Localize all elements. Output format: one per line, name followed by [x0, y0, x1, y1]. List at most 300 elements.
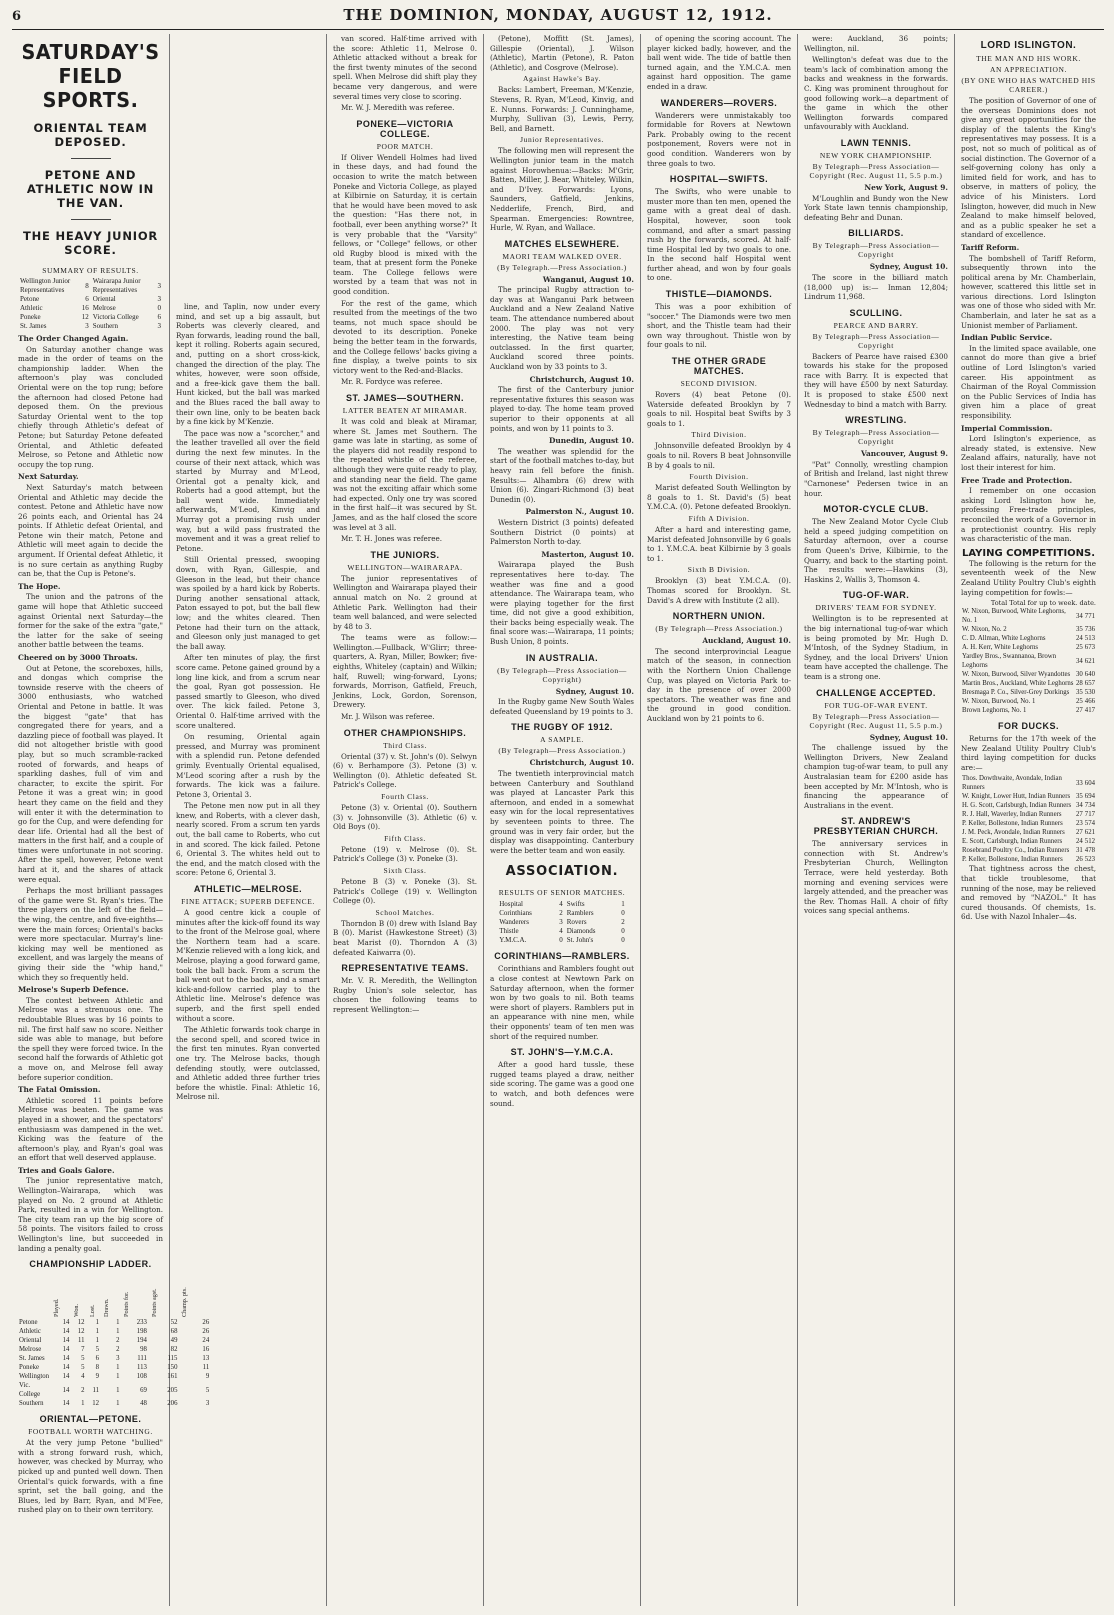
ladder-cell: 14: [62, 1373, 70, 1381]
table-cell: 604: [1084, 779, 1095, 787]
paragraph: For the rest of the game, which resulted from the meetings of the two teams, not much space should be devoted to its description. Poneke being the better team in the forwards, and the College fellows' backs giving a fine display, a twelve points to six victory went to the Red-and-Blacks.: [333, 298, 477, 375]
section-subtitle: NEW YORK CHAMPIONSHIP.: [819, 150, 933, 160]
table-cell: Athletic: [20, 304, 43, 312]
paragraph: Oriental (37) v. St. John's (0). Selwyn (6) v. Berhampore (3). Petone (3) v. Wellington (0). Athletic defeated St. Patrick's College.: [333, 751, 477, 790]
paragraph: (Petone), Moffitt (St. James), Gillespie (Oriental), J. Wilson (Athletic), Martin (Petone), R. Paton (Athletic), and Cosgrove (Melrose).: [490, 34, 634, 72]
class-heading: School Matches.: [375, 907, 435, 917]
table-cell: Thos. Dowthwaite, Avondale, Indian Runners: [962, 775, 1062, 792]
table-cell: 0: [621, 927, 625, 936]
table-cell: Poneke: [20, 313, 41, 321]
section-title: WANDERERS—ROVERS.: [660, 97, 778, 108]
result-row: [497, 918, 627, 927]
table-cell: 8: [85, 281, 89, 290]
table-cell: Swifts: [566, 900, 585, 909]
paragraph: Corinthians and Ramblers fought out a close contest at Newtown Park on Saturday afternoon, when the former won by two goals to nil. Both teams were short of players. Ramblers put in an appearance with nine men, while their opponents' team of ten men was short of the required number.: [490, 964, 634, 1041]
subhead: Cheered on by 3000 Throats.: [18, 653, 138, 662]
section-subtitle: POOR MATCH.: [376, 141, 434, 151]
class-heading: Against Hawke's Bay.: [522, 74, 602, 84]
ladder-cell: 5: [95, 1346, 100, 1354]
class-heading: Third Class.: [383, 740, 427, 750]
table-cell: 23: [1076, 820, 1083, 828]
table-cell: 530: [1084, 689, 1095, 697]
ladder-cell: 5: [205, 1386, 210, 1394]
table-cell: E. Scott, Carlsburgh, Indian Runners: [962, 838, 1063, 846]
table-cell: Thistle: [499, 927, 519, 936]
section-subtitle: MAORI TEAM WALKED OVER.: [502, 251, 622, 261]
result-row: [497, 927, 627, 936]
section-title: THE JUNIORS.: [370, 549, 440, 560]
table-cell: 6: [157, 313, 161, 321]
laying-row: [961, 706, 1096, 715]
table-cell: 2: [621, 918, 625, 927]
section-title: MOTOR-CYCLE CLUB.: [823, 504, 929, 515]
laying-table: [961, 607, 1096, 715]
paragraph: Brooklyn (3) beat Y.M.C.A. (0). Thomas scored for Brooklyn. St. David's A drew with Institute (2 all).: [647, 576, 791, 605]
table-cell: 513: [1084, 635, 1095, 643]
table-cell: A. H. Kerr, White Leghorns: [962, 644, 1039, 652]
ladder-cell: 1: [81, 1400, 85, 1408]
class-heading: Fifth A Division.: [688, 513, 750, 523]
paragraph: Wairarapa played the Bush representatives here to-day. The weather was fine and a good attendance. The Wairarapa team, who were playing together for the first time, did not give a good exhibition, their backs being especially weak. The final score was:—Wairarapa, 11 points; Bush Union, 8 points.: [490, 560, 634, 647]
table-cell: W. Nixon, No. 2: [962, 626, 1007, 634]
section-title: TUG-OF-WAR.: [842, 590, 910, 601]
paragraph: If Oliver Wendell Holmes had lived in these days, and had found the occasion to write the match between Poneke and Victoria College, as played at Kilbirnie on Saturday, it is certain that he would have been moved to ask the question: "Has there not, in football, ever been anything worse?" It is very probable that the "Varsity" fellows, or "College" fellows, or other old Rugby blood is mixed with the team, that at present form the Poneke team. The College fellows were worsted by a team that was not in good condition.: [333, 152, 477, 297]
table-cell: R. J. Hall, Waverley, Indian Runners: [962, 811, 1062, 819]
table-cell: Brown Leghorns, No. 1: [962, 707, 1027, 715]
summary-row: [18, 322, 163, 331]
ladder-cell: Southern: [19, 1400, 44, 1408]
table-cell: W. Nixon, Burwood, Silver Wyandottes: [962, 671, 1071, 679]
ducks-table: [961, 774, 1096, 864]
ladder-cell: 7: [81, 1346, 85, 1354]
section-subtitle: RESULTS OF SENIOR MATCHES.: [498, 888, 626, 898]
ladder-cell: Oriental: [19, 1337, 42, 1345]
table-cell: Diamonds: [566, 927, 596, 936]
ladder-cell: 194: [136, 1337, 147, 1345]
duck-row: [961, 855, 1096, 864]
dateline: Sydney, August 10.: [869, 732, 948, 742]
table-cell: P. Keller, Bollestone, Indian Runners: [962, 856, 1063, 864]
ladder-cell: 233: [136, 1319, 147, 1327]
ladder-cell: 198: [136, 1328, 147, 1336]
section-title: OTHER CHAMPIONSHIPS.: [343, 727, 467, 738]
paragraph: The challenge issued by the Wellington Drivers, New Zealand champion tug-of-war team, to pull any Australasian team for £200 aside has been accepted by Mr. M'Intosh, who is financing the appearance of Australians in the event.: [804, 743, 948, 810]
section-title: MATCHES ELSEWHERE.: [504, 238, 620, 249]
paragraph: Backers of Pearce have raised £300 towards his stake for the proposed race with Barry. It is expected that they will have £500 by next Saturday. It is proposed to stake £500 next Wednesday to bind a match with Barry.: [804, 351, 948, 409]
table-cell: Southern: [92, 322, 119, 330]
ladder-column-header: Lost.: [88, 1304, 96, 1318]
section-title: CORINTHIANS—RAMBLERS.: [494, 951, 630, 962]
table-cell: 466: [1084, 698, 1095, 706]
table-cell: Rovers: [566, 918, 587, 927]
section-title: THE RUGBY OF 1912.: [511, 722, 613, 733]
byline: (By Telegraph.—Press Association.): [497, 262, 627, 272]
ladder-cell: 1: [95, 1337, 100, 1345]
ladder-cell: Poneke: [19, 1364, 40, 1372]
ladder-cell: 98: [140, 1346, 147, 1354]
table-cell: 478: [1084, 847, 1095, 855]
column-1: [12, 34, 210, 1606]
paragraph: M'Loughlin and Bundy won the New York State lawn tennis championship, defeating Behr and Dunan.: [804, 193, 948, 222]
section-title: ORIENTAL—PETONE.: [39, 1414, 142, 1425]
table-cell: 25: [1076, 644, 1083, 652]
paragraph: The first of the Canterbury junior representative fixtures this season was played to-day. The home team proved superior to their opponents at all points, and won by 11 points to 3.: [490, 385, 634, 433]
ladder-cell: Melrose: [19, 1346, 42, 1354]
ladder-cell: 1: [116, 1373, 120, 1381]
paragraph: van scored. Half-time arrived with the score: Athletic 11, Melrose 0. Athletic attacked without a break for the first twenty minutes of the second spell. When Melrose did shift play they became very dangerous, and were several times very close to scoring.: [333, 34, 477, 101]
ladder-cell: 49: [170, 1337, 178, 1345]
table-cell: 0: [157, 304, 161, 312]
paragraph: Perhaps the most brilliant passages of the game were St. Ryan's tries. The three players on the left of the field—the wing, the centre, and five-eighths—were the main forces; Oriental's backs were more spectacular. Murray's line-kicking may well be mentioned as excellent, and was largely the means of giving their side the "whip hand," which they so frequently held.: [18, 886, 163, 982]
subhead: Imperial Commission.: [961, 423, 1053, 433]
section-title: HOSPITAL—SWIFTS.: [669, 174, 769, 185]
paragraph: At the very jump Petone "bullied" with a strong forward rush, which, however, was checked by Murray, who picked up and punted well down. Then Oriental's quick forwards, with a fine sprint, set the ball going, and the Blues, led by Barr, Ryan, and M'Fee, rushed play on to their own territory.: [18, 1438, 163, 1515]
duck-row: [961, 819, 1096, 828]
ladder-cell: 14: [62, 1386, 70, 1394]
paragraph: Johnsonville defeated Brooklyn by 4 goals to nil. Rovers B beat Johnsonville B by 4 goals to nil.: [647, 441, 791, 470]
table-header: Total Total for up to week. date.: [990, 599, 1096, 608]
table-cell: 734: [1084, 802, 1095, 810]
ladder-column-header: Played.: [53, 1298, 61, 1318]
class-heading: Sixth Class.: [383, 865, 427, 875]
table-cell: 621: [1084, 829, 1095, 837]
section-title: ATHLETIC—MELROSE.: [193, 884, 303, 895]
class-heading: SECOND DIVISION.: [680, 379, 758, 389]
duck-row: [961, 828, 1096, 837]
ladder-cell: 8: [95, 1364, 100, 1372]
table-cell: Oriental: [92, 295, 116, 303]
table-cell: 26: [1076, 856, 1083, 864]
section-title: ST. JAMES—SOUTHERN.: [345, 393, 464, 403]
table-cell: 27: [1076, 811, 1083, 819]
table-cell: Ramblers: [566, 909, 594, 918]
ladder-cell: 1: [116, 1364, 120, 1372]
result-row: [497, 909, 627, 918]
paragraph: The Petone men now put in all they knew, and Roberts, with a clever dash, nearly scored. From a scrum ten yards out, the ball came to Roberts, who cut in and scored. The kick failed. Petone 6, Oriental 3. The whites held out to the end, and the match closed with the score: Petone 6, Oriental 3.: [176, 801, 320, 878]
paragraph: The position of Governor of one of the overseas Dominions does not give any great opportunities for the display of the talents the King's representatives may possess. It is a post, not so much of political as of social distinction. The Governor of a self-governing colony has only a limited field for work, and has to observe, in matters of policy, the advice of his Ministers. Lord Islington, however, did much in New Zealand to make himself beloved, and as a public speaker he set a standard of excellence.: [961, 96, 1096, 240]
section-subtitle: DRIVERS' TEAM FOR SYDNEY.: [815, 603, 937, 613]
ladder-cell: 3: [116, 1355, 120, 1363]
ladder-cell: 1: [116, 1328, 120, 1336]
table-cell: 640: [1084, 671, 1095, 679]
section-title: CHALLENGE ACCEPTED.: [816, 687, 936, 698]
table-cell: Wairarapa Junior Representatives: [92, 277, 141, 294]
newspaper-title: THE DOMINION, MONDAY, AUGUST 12, 1912.: [343, 6, 773, 24]
subhead: The Hope.: [18, 581, 61, 591]
table-cell: 0: [621, 936, 625, 945]
ladder-cell: 14: [62, 1364, 70, 1372]
column-3: [327, 34, 484, 1606]
paragraph: The weather was splendid for the start of the football matches to-day, but heavy rain fell before the finish. Results:— Alhambra (6) drew with Union (6). Zingari-Richmond (3) beat Dunedin (0).: [490, 446, 634, 504]
paragraph: The Swifts, who were unable to muster more than ten men, opened the game with a great deal of dash. Hospital, however, soon took command, and after a smart passing rush by the forwards, scored. At half-time Hospital led by two goals to one. In the second half Hospital went further ahead, and won by four goals to one.: [647, 187, 791, 283]
section-subtitle: PEARCE AND BARRY.: [833, 320, 919, 330]
table-cell: W. Nixon, Burwood, White Leghorns, No. 1: [962, 608, 1066, 625]
table-cell: 16: [81, 304, 89, 312]
table-cell: 35: [1076, 626, 1083, 634]
section-title: NORTHERN UNION.: [672, 611, 766, 622]
paragraph: Mr. V. R. Meredith, the Wellington Rugby Union's sole selector, has chosen the following teams to represent Wellington:—: [333, 976, 477, 1014]
summary-row: [18, 313, 163, 322]
table-cell: Hospital: [499, 900, 523, 909]
subhead: Free Trade and Protection.: [961, 475, 1073, 485]
section-title: FOR DUCKS.: [998, 721, 1059, 732]
table-cell: 34: [1076, 802, 1083, 810]
paragraph: Wellington's defeat was due to the team's lack of combination among the backs and weakness in the forwards. C. King was prominent throughout for good following work—a department of the game in which the other Wellington forwards compared unfavourably with Auckland.: [804, 55, 948, 132]
paragraph: The junior representatives of Wellington and Wairarapa played their annual match on No. 2 ground at Athletic Park. Wellington had their team well balanced, and were selected by 48 to 3.: [333, 573, 477, 631]
paragraph: Out at Petone, the scoreboxes, hills, and dongas which comprise the townside reserve with the cheers of 3000 enthusiasts, who watched Oriental and Petone in battle. It was the biggest "gate" that has congregated there for years, and a dazzling piece of football was played. It did not altogether bristle with good play, but so much scramble-racked rooted of forwards, and heaps of sparkling dashes, full of vim and character, to excite the spirit. For Petone it was a great win; in good heart they came on the field and they will enter it with the determination to go for the Cup, and were defending for dear life. Oriental had all the best of matters in the first half, and a couple of times were unfortunate in not scoring. After the spell, however, Petone went hard at it, and the shares of attack were equal.: [18, 663, 163, 884]
table-cell: 33: [1076, 779, 1083, 787]
dateline: Christchurch, August 10.: [529, 758, 634, 768]
class-heading: Junior Representatives.: [520, 135, 604, 145]
table-cell: Wellington Junior Representatives: [20, 277, 71, 294]
table-cell: W. Nixon, Burwood, No. 1: [962, 698, 1036, 706]
column-7: [955, 34, 1102, 1606]
paragraph: Thorndon B (0) drew with Island Bay B (0). Marist (Hawkestone Street) (3) beat Marist (0). Thorndon A (3) defeated Kaiwarra (0).: [333, 918, 477, 957]
paragraph: Wellington is to be represented at the big international tug-of-war which is being promoted by Mr. Hugh D. M'Intosh, of the Sydney Stadium, in Sydney, and the local Drivers' Union team have accepted the challenge. The team is a strong one.: [804, 614, 948, 681]
paragraph: After ten minutes of play, the first score came. Petone gained ground by a long line kick, and from a scrum near the goal, Ryan got possession. He passed smartly to Gleeson, who dived over. The kick failed. Petone 3, Oriental 0. Half-time arrived with the score unaltered.: [176, 653, 320, 730]
duck-row: [961, 846, 1096, 855]
paragraph: The contest between Athletic and Melrose was a strenuous one. The redoubtable Blues was by 16 points to nil. The first half saw no score. Neither side was able to manage, but before the spell they were forced twice. In the second half the forwards of Athletic got a move on, and Melrose fell away before superior condition.: [18, 995, 163, 1082]
paragraph: I remember on one occasion asking Lord Islington how he, professing Free-trade principles, reconciled the work of a Governor in a protectionist country. His reply was characteristic of the man.: [961, 486, 1096, 544]
paragraph: It was cold and bleak at Miramar, where St. James met Southern. The game was late in starting, as some of the players did not readily respond to the repeated whistle of the referee, although they were quite ready to play, and standing near the field. The game was not the exciting affair which some had expected. Only one try was scored in the first half—it was secured by St. James, and as the half closed the score was level at 3 all.: [333, 417, 477, 532]
ladder-cell: 6: [95, 1355, 100, 1363]
paragraph: The twentieth interprovincial match between Canterbury and Southland was played at Lancaster Park this afternoon, and ended in a somewhat easy win for the local representatives by seventeen points to three. The ground was in very fair order, but the display was disappointing. Canterbury were the better team and won easily.: [490, 769, 634, 855]
table-cell: 771: [1084, 612, 1095, 620]
table-cell: 0: [559, 936, 563, 945]
table-cell: 621: [1084, 657, 1095, 665]
duck-row: [961, 792, 1096, 801]
association-results: [497, 900, 627, 945]
table-cell: Wanderers: [499, 918, 529, 927]
ladder-cell: 16: [202, 1346, 210, 1354]
ladder-cell: 113: [136, 1364, 147, 1372]
byline: (By Telegraph—Press Association.): [498, 746, 626, 756]
subhead: The Order Changed Again.: [18, 334, 129, 343]
column-5: [641, 34, 798, 1606]
ladder-cell: 205: [167, 1386, 178, 1394]
class-heading: Third Division.: [691, 430, 747, 440]
ladder-cell: 14: [62, 1328, 70, 1336]
table-cell: W. Knight, Lower Hutt, Indian Runners: [962, 793, 1071, 801]
paragraph: The second interprovincial League match of the season, in connection with the Northern Union Challenge Cup, was played on Victoria Park to-day in the presence of over 2000 spectators. The weather was fine and the ground in good condition. Auckland won by 21 points to 6.: [647, 646, 791, 723]
ladder-cell: 206: [167, 1400, 178, 1408]
paragraph: Western District (3 points) defeated Southern District (0 points) at Palmerston North to-day.: [490, 517, 634, 547]
ladder-cell: 11: [202, 1364, 210, 1372]
section-subtitle: FINE ATTACK; SUPERB DEFENCE.: [181, 897, 315, 907]
paragraph: Mr. R. Fordyce was referee.: [341, 377, 443, 387]
ladder-cell: 14: [62, 1346, 70, 1354]
subhead: Tariff Reform.: [961, 242, 1020, 252]
byline: By Telegraph—Press Association—Copyright (Rec. August 11, 5.5 p.m.): [809, 711, 943, 730]
ladder-cell: 12: [77, 1328, 85, 1336]
ladder-cell: 1: [116, 1400, 120, 1408]
ladder-cell: 26: [202, 1328, 210, 1336]
laying-row: [961, 643, 1096, 652]
paragraph: The anniversary services in connection with St. Andrew's Presbyterian Church, Wellington Terrace, were held yesterday. Both morning and evening services were largely attended, and the preacher was the Rev. Thomas Hall. A choir of fifty voices sang special anthems.: [804, 839, 948, 916]
byline: (By Telegraph—Press Association—Copyright): [497, 665, 627, 684]
table-cell: 717: [1084, 811, 1095, 819]
laying-row: [961, 652, 1096, 670]
column-6: [798, 34, 955, 1606]
paragraph: The score in the billiard match (18,000 up) is:— Inman 12,804; Lindrum 11,968.: [804, 272, 948, 302]
dateline: Vancouver, August 9.: [860, 449, 948, 459]
paragraph: Petone (19) v. Melrose (0). St. Patrick's College (3) v. Poneke (3).: [333, 844, 477, 864]
ladder-cell: 68: [170, 1328, 178, 1336]
class-heading: Fourth Class.: [381, 792, 429, 801]
laying-row: [961, 634, 1096, 643]
class-heading: Fifth Class.: [384, 833, 426, 843]
table-cell: 35: [1076, 689, 1083, 697]
paragraph: The pace was now a "scorcher," and the leather travelled all over the field during the next few minutes. In the course of their next attack, which was started by Murray and M'Leod, Oriental got a penalty kick, and Roberts had a good attempt, but the ball went wide. Immediately afterwards, M'Leod, Kinvig and Murray got a promising rush under way, but a wild pass frustrated the movement and it was a great relief to Petone.: [176, 428, 320, 553]
main-headline: SATURDAY'S FIELD SPORTS.: [21, 40, 160, 112]
table-cell: 3: [157, 295, 161, 303]
section-subtitle: A SAMPLE.: [540, 735, 584, 745]
ladder-cell: 115: [167, 1355, 178, 1363]
ladder-cell: Vic. College: [19, 1382, 41, 1399]
ladder-cell: 5: [81, 1364, 85, 1372]
table-cell: Yardley Bros., Swannanoa, Brown Leghorns: [962, 653, 1057, 670]
ladder-cell: 12: [77, 1319, 85, 1327]
table-cell: 3: [559, 918, 563, 927]
section-title: IN AUSTRALIA.: [525, 652, 599, 663]
table-cell: 34: [1076, 657, 1083, 665]
table-cell: St. James: [20, 322, 47, 330]
result-row: [497, 900, 627, 909]
ladder-cell: 2: [116, 1337, 120, 1345]
dateline: Christchurch, August 10.: [529, 374, 634, 384]
summary-table: [18, 277, 163, 331]
paragraph: Rovers (4) beat Petone (0). Waterside defeated Brooklyn by 7 goals to nil. Hospital beat Swifts by 3 goals to 1.: [647, 390, 791, 428]
byline: By Telegraph—Press Association—Copyright (Rec. August 11, 5.5 p.m.): [809, 161, 943, 180]
paragraph: The following is the return for the seventeenth week of the New Zealand Utility Poultry Club's eighth laying competition for fowls:—: [961, 558, 1096, 597]
section-title: PONEKE—VICTORIA COLLEGE.: [356, 118, 454, 139]
paragraph: This was a poor exhibition of "soccer." The Diamonds were two men short, and the Thistle team had their own way throughout. Thistle won by four goals to nil.: [647, 302, 791, 350]
ladder-cell: 2: [116, 1346, 120, 1354]
ladder-title: CHAMPIONSHIP LADDER.: [29, 1259, 152, 1270]
byline: By Telegraph—Press Association—Copyright: [812, 331, 940, 350]
section-subtitle: AN APPRECIATION.: [989, 65, 1068, 74]
paragraph: Backs: Lambert, Freeman, M'Kenzie, Stevens, R. Ryan, M'Leod, Kinvig, and E. Nunns. Forwards: J. Cunninghame, Murphy, Sullivan (3), Lewis, Perry, Bell, and Barnett.: [490, 85, 634, 133]
paragraph: Next Saturday's match between Oriental and Athletic may decide the contest. Petone and Athletic have now 26 points each, and Oriental has 24 points. If Athletic defeat Oriental, and Petone win their match, Petone and Athletic will meet again to decide the argument. If Oriental defeat Athletic, it is no sure certain as anything Rugby can be, that the Cup is Petone's.: [18, 482, 163, 579]
ladder-cell: St. James: [19, 1355, 45, 1363]
section-title: LAWN TENNIS.: [840, 137, 912, 148]
ladder-cell: 11: [77, 1337, 85, 1345]
table-cell: 27: [1076, 829, 1083, 837]
paragraph: Marist defeated South Wellington by 8 goals to 1. St. David's (5) beat Y.M.C.A. (0). Petone defeated Brooklyn.: [647, 483, 792, 512]
section-subtitle: FOR TUG-OF-WAR EVENT.: [824, 700, 928, 710]
table-cell: 694: [1084, 793, 1095, 801]
table-cell: 3: [157, 281, 161, 290]
table-cell: Bresmaga P. Co., Silver-Grey Dorkings: [962, 689, 1070, 697]
ladder-cell: 24: [202, 1337, 210, 1345]
table-cell: 523: [1084, 856, 1095, 864]
table-cell: 24: [1076, 838, 1083, 846]
paragraph: On resuming, Oriental again pressed, and Murray was prominent with a splendid run. Petone defended grimly. Eventually Oriental equalised, M'Leod scoring after a rush by the forwards. The kick was a failure. Petone 3, Oriental 3.: [176, 732, 320, 799]
ladder-cell: 9: [95, 1373, 100, 1381]
ladder-column-header: Points for.: [123, 1291, 131, 1318]
subhead: Tries and Goals Galore.: [18, 1165, 115, 1175]
subheadline-3: THE HEAVY JUNIOR SCORE.: [22, 229, 159, 257]
ladder-cell: 4: [81, 1373, 85, 1381]
ladder-cell: 9: [205, 1373, 210, 1381]
table-cell: Melrose: [92, 304, 116, 312]
ladder-cell: 1: [95, 1319, 100, 1327]
paragraph: The following men will represent the Wellington junior team in the match against Horowhenua:—Backs: M'Grir, Batten, Miller, J. Bear, Whiteley, Wilkin, and D'Ivey. Forwards: Lyons, Saunders, Gatfield, Jenkins, Nedderlife, French, Bird, and Spearman. Emergencies: Rowntree, Hurle, W. Ryan, and Wallace.: [490, 146, 634, 233]
table-cell: 1: [621, 900, 625, 909]
table-cell: St. John's: [566, 936, 594, 945]
table-cell: 574: [1084, 820, 1095, 828]
table-cell: 417: [1084, 707, 1095, 715]
summary-title: SUMMARY OF RESULTS.: [42, 266, 139, 275]
ladder-cell: 1: [116, 1386, 120, 1394]
dateline: Palmerston N., August 10.: [525, 507, 634, 517]
section-subtitle: WELLINGTON—WAIRARAPA.: [347, 562, 463, 572]
duck-row: [961, 801, 1096, 810]
ladder-cell: 2: [81, 1386, 85, 1394]
paragraph: The teams were as follow:— Wellington.—Fullback, W'Glirr; three-quarters, A. Ryan, Miller, Bowker; five-eighths, Whiteley (captain) and Wilkin; half, Ruwell; wing-forward, Lyons; forwards, Morrison, Gatfield, Freuch, Jenkins, Lock, Gordon, Sorenson, Drewery.: [333, 633, 477, 710]
laying-row: [961, 688, 1096, 697]
summary-row: [18, 295, 163, 304]
ladder-cell: 161: [167, 1373, 178, 1381]
laying-competitions-title: LAYING COMPETITIONS.: [961, 547, 1096, 559]
ladder-cell: 12: [92, 1400, 100, 1408]
ladder-cell: 1: [95, 1328, 100, 1336]
paragraph: Returns for the 17th week of the New Zealand Utility Poultry Club's third laying competition for ducks are:—: [961, 734, 1096, 772]
paragraph: The New Zealand Motor Cycle Club held a speed judging competition on Saturday afternoon, over a course from Queen's Drive, Kilbirnie, to the Quarry, and back to the starting point. The results were:—Hawkins (3), Haskins 2, Wallis 3, Thomson 4.: [804, 517, 948, 584]
ladder-column-header: Drawn.: [103, 1298, 111, 1318]
duck-row: [961, 774, 1096, 792]
section-title: THE OTHER GRADE MATCHES.: [671, 356, 767, 377]
table-cell: 3: [157, 322, 161, 330]
section-title: LORD ISLINGTON.: [980, 40, 1077, 51]
ladder-cell: 150: [167, 1364, 178, 1372]
laying-row: [961, 697, 1096, 706]
table-cell: H. G. Scott, Carlsburgh, Indian Runners: [962, 802, 1072, 810]
table-cell: 27: [1076, 707, 1083, 715]
table-cell: Y.M.C.A.: [499, 936, 527, 945]
paragraph: Mr. J. Wilson was referee.: [341, 712, 435, 722]
table-cell: Victoria College: [92, 313, 139, 321]
table-cell: 12: [81, 313, 89, 321]
table-cell: 512: [1084, 838, 1095, 846]
table-cell: 673: [1084, 644, 1095, 652]
paragraph: Still Oriental pressed, swooping down, with Ryan, Gillespie, and Gleeson in the lead, but their chance was spoiled by a hard kick by Roberts. During another sensational attack, Paton essayed to pot, but the ball flew low; and the whites cleared. Then Petone had their turn on the attack, and Gleeson only just managed to get the ball away.: [176, 555, 320, 651]
ladder-cell: 1: [116, 1319, 120, 1327]
paragraph: After a hard and interesting game, Marist defeated Johnsonville by 6 goals to 1. Y.M.C.A. beat Kilbirnie by 3 goals to 1.: [647, 524, 791, 563]
class-heading: Fourth Division.: [689, 472, 749, 482]
table-cell: 30: [1076, 671, 1083, 679]
table-cell: 3: [85, 322, 89, 330]
ladder-cell: 26: [202, 1319, 210, 1327]
subhead: The Fatal Omission.: [18, 1085, 101, 1095]
paragraph: Petone B (3) v. Poneke (3). St. Patrick's College (19) v. Wellington College (0).: [333, 876, 477, 906]
byline: (By Telegraph—Press Association.): [655, 624, 783, 634]
ladder-cell: 48: [140, 1400, 147, 1408]
column-2: [170, 34, 327, 1606]
paragraph: The principal Rugby attraction to-day was at Wanganui Park between Auckland and a New Zealand Native team. The attendance numbered about 2000. The play was not very interesting, the Native team being outclassed. In the first quarter, Auckland scored three points. Auckland won by 33 points to 3.: [490, 285, 634, 372]
paragraph: Lord Islington's experience, as already stated, is extensive. New Zealand affairs, naturally, have not lost their interest for him.: [961, 434, 1096, 472]
ladder-cell: 82: [170, 1346, 178, 1354]
table-cell: 2: [559, 909, 563, 918]
ladder-cell: 13: [202, 1355, 210, 1363]
ladder-column-header: Champ. pts.: [181, 1287, 189, 1318]
paragraph: The junior representative match, Wellington–Wairarapa, which was played on No. 2 ground at Athletic Park, resulted in a win for Wellington. The city team ran up the big score of 58 points. The visitors failed to cross Wellington's line, but succeeded in landing a penalty goal.: [18, 1176, 163, 1253]
section-title: SCULLING.: [849, 307, 903, 318]
ladder-cell: Athletic: [19, 1328, 41, 1336]
ladder-cell: Wellington: [19, 1373, 50, 1381]
paragraph: In the Rugby game New South Wales defeated Queensland by 19 points to 3.: [490, 697, 634, 716]
table-cell: 25: [1076, 698, 1083, 706]
